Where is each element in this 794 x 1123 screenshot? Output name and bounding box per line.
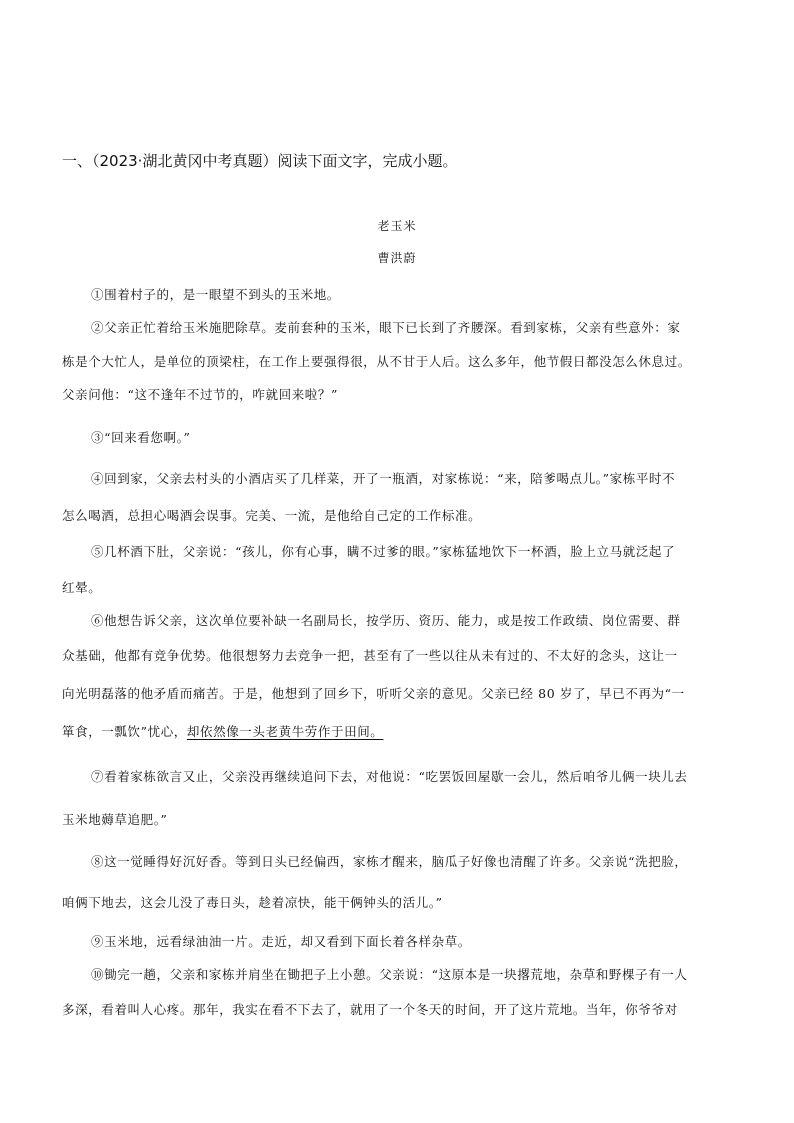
paragraph-4-line-1: ④回到家，父亲去村头的小酒店买了几样菜，开了一瓶酒，对家栋说：“来，陪爹喝点儿。”家栋平时不 [91, 471, 676, 486]
question-heading: 一、（2023·湖北黄冈中考真题）阅读下面文字，完成小题。 [62, 152, 458, 170]
article-title: 老玉米 [377, 219, 417, 233]
paragraph-8-line-1: ⑧这一觉睡得好沉好香。等到日头已经偏西，家栋才醒来，脑瓜子好像也清醒了许多。父亲说“洗把脸， [91, 854, 688, 869]
paragraph-5-line-2: 红晕。 [62, 580, 102, 595]
paragraph-2-line-2: 栋是个大忙人，是单位的顶梁柱，在工作上要强得很，从不甘于人后。这么多年，他节假日都没怎么休息过。 [62, 354, 691, 369]
paragraph-6-line-3: 向光明磊落的他矛盾而痛苦。于是，他想到了回乡下，听听父亲的意见。父亲已经 80 岁了，早已不再为“一 [62, 686, 685, 701]
paragraph-2-line-3: 父亲问他：“这不逢年不过节的，咋就回来啦？” [62, 387, 338, 402]
paragraph-10-line-2: 多深，看着叫人心疼。那年，我实在看不下去了，就用了一个冬天的时间，开了这片荒地。当年，你爷爷对 [62, 1002, 678, 1017]
paragraph-6-line-2: 众基础，他都有竞争优势。他很想努力去竞争一把，甚至有了一些以往从未有过的、不太好的念头，这让一 [62, 648, 678, 663]
paragraph-6-line-4-start: 箪食，一瓢饮”忧心， [62, 724, 187, 739]
paragraph-1-line-1: ①围着村子的，是一眼望不到头的玉米地。 [91, 287, 340, 302]
paragraph-6-line-1: ⑥他想告诉父亲，这次单位要补缺一名副局长，按学历、资历、能力，或是按工作政绩、岗位需要、群 [91, 613, 681, 628]
paragraph-5-line-1: ⑤几杯酒下肚，父亲说：“孩儿，你有心事，瞒不过爹的眼。”家栋猛地饮下一杯酒，脸上立马就泛起了 [91, 544, 676, 559]
paragraph-10-line-1: ⑩锄完一趟，父亲和家栋并肩坐在锄把子上小憩。父亲说：“这原本是一块撂荒地，杂草和野棵子有一人 [91, 967, 688, 982]
paragraph-2-line-1: ②父亲正忙着给玉米施肥除草。麦前套种的玉米，眼下已长到了齐腰深。看到家栋，父亲有些意外：家 [91, 320, 681, 335]
paragraph-4-line-2: 怎么喝酒，总担心喝酒会误事。完美、一流，是他给自己定的工作标准。 [62, 508, 482, 523]
paragraph-7-line-1: ⑦看着家栋欲言又止，父亲没再继续追问下去，对他说：“吃罢饭回屋歇一会儿，然后咱爷儿俩一块儿去 [91, 769, 688, 784]
paragraph-7-line-2: 玉米地薅草追肥。” [62, 812, 168, 827]
paragraph-8-line-2: 咱俩下地去，这会儿没了毒日头，趁着凉快，能干俩钟头的活儿。” [62, 895, 443, 910]
paragraph-3-line-1: ③“回来看您啊。” [91, 430, 191, 445]
underlined-sentence: 却依然像一头老黄牛劳作于田间。 [186, 724, 384, 739]
article-author: 曹洪蔚 [377, 251, 417, 265]
paragraph-9-line-1: ⑨玉米地，远看绿油油一片。走近，却又看到下面长着各样杂草。 [91, 934, 471, 949]
paragraph-6-line-4 [62, 722, 383, 740]
